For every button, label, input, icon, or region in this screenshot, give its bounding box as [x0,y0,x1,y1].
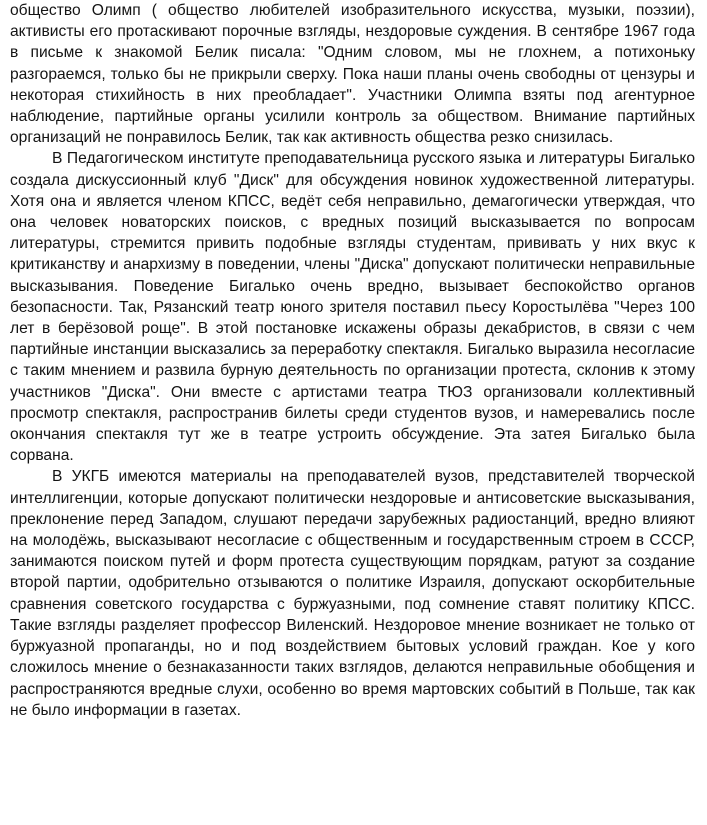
paragraph-bigalko-disk: В Педагогическом институте преподавательница русского языка и литературы Бигалько создала дискуссионный клуб "Диск" для обсуждения новинок художественной литературы. Хотя она и является членом КПСС, ведёт себя неправильно, демагогически утверждая, что она человек новаторских поисков, с вредных позиций высказывается по вопросам литературы, стремится привить подобные взгляды студентам, прививать у них вкус к критиканству и анархизму в поведении, члены "Диска" допускают политически неправильные высказывания. Поведение Бигалько очень вредно, вызывает беспокойство органов безопасности. Так, Рязанский театр юного зрителя поставил пьесу Коростылёва "Через 100 лет в берёзовой роще". В этой постановке искажены образы декабристов, в связи с чем партийные инстанции высказались за переработку спектакля. Бигалько выразила несогласие с таким мнением и развила бурную деятельность по организации протеста, склонив к этому участников "Диска". Они вместе с артистами театра ТЮЗ организовали коллективный просмотр спектакля, распространив билеты среди студентов вузов, и намеревались после окончания спектакля тут же в театре устроить обсуждение. Эта затея Бигалько была сорвана. [10,150,695,465]
paragraph-olimp: общество Олимп ( общество любителей изобразительного искусства, музыки, поэзии), активисты его протаскивают порочные взгляды, нездоровые суждения. В сентябре 1967 года в письме к знакомой Белик писала: "Одним словом, мы не глохнем, а потихоньку разгораемся, только бы не прикрыли сверху. Пока наши планы очень свободны от цензуры и некоторая стихийность в них преобладает". Участники Олимпа взяты под агентурное наблюдение, партийные органы усилили контроль за обществом. Внимание партийных организаций не понравилось Белик, так как активность общества резко снизилась. [10,2,695,147]
paragraph-ukgb-materials: В УКГБ имеются материалы на преподавателей вузов, представителей творческой интеллигенции, которые допускают политически нездоровые и антисоветские высказывания, преклонение перед Западом, слушают передачи зарубежных радиостанций, вредно влияют на молодёжь, высказывают несогласие с общественным и государственным строем в СССР, занимаются поиском путей и форм протеста существующим порядкам, ратуют за создание второй партии, одобрительно отзываются о политике Израиля, допускают оскорбительные сравнения советского государства с буржуазными, под сомнение ставят политику КПСС. Такие взгляды разделяет профессор Виленский. Нездоровое мнение возникает не только от буржуазной пропаганды, но и под воздействием бытовых условий граждан. Кое у кого сложилось мнение о безнаказанности таких взглядов, делаются неправильные обобщения и распространяются вредные слухи, особенно во время мартовских событий в Польше, так как не было информации в газетах. [10,468,695,719]
document-page [10,0,695,825]
